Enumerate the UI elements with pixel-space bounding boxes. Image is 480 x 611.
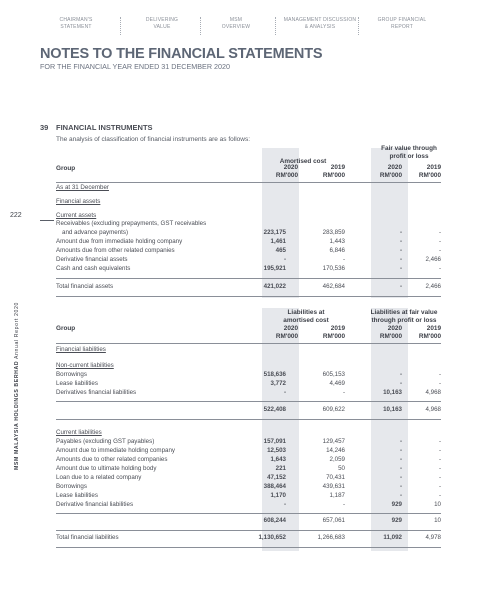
page-number-rule <box>40 220 54 221</box>
table-row: Borrowings 388,464 439,631 - - <box>56 483 441 490</box>
unit-header: RM'000 <box>418 333 441 340</box>
table-row: and advance payments) 223,175 283,859 - - <box>62 229 441 236</box>
top-navigation <box>40 17 440 37</box>
total-rule <box>56 296 441 297</box>
side-report-name: Annual Report 2020 <box>14 302 20 360</box>
nav-chairmans-statement[interactable]: CHAIRMAN'S STATEMENT <box>59 17 93 30</box>
section-label-row: Financial liabilities <box>56 346 106 353</box>
total-row: Total financial assets 421,022 462,684 - 2,466 <box>56 283 441 290</box>
total-rule <box>56 547 441 548</box>
unit-header: RM'000 <box>322 333 345 340</box>
year-header: 2019 <box>330 164 345 171</box>
nav-management-discussion[interactable]: MANAGEMENT DISCUSSION & ANALYSIS <box>283 17 357 30</box>
table-row: Lease liabilities 1,170 1,187 - - <box>56 492 441 499</box>
subtotal-row: 522,408 609,622 10,163 4,968 <box>263 406 441 413</box>
section-number: 39 <box>40 123 49 132</box>
header-rule <box>56 343 441 344</box>
side-company-name: MSM MALAYSIA HOLDINGS BERHAD <box>14 360 20 470</box>
subsection-label-row: Non-current liabilities <box>56 362 114 369</box>
liabilities-fair-value-header: Liabilities at fair value through profit or loss <box>370 309 438 324</box>
year-header: 2019 <box>426 325 441 332</box>
page-subtitle: FOR THE FINANCIAL YEAR ENDED 31 DECEMBER 2020 <box>40 62 230 71</box>
subsection-label-row: Current liabilities <box>56 429 102 436</box>
unit-header: RM'000 <box>322 172 345 179</box>
year-header: 2019 <box>426 164 441 171</box>
year-header: 2020 <box>283 325 298 332</box>
nav-separator <box>275 17 276 35</box>
group-label: Group <box>56 165 76 172</box>
total-row: Total financial liabilities 1,130,652 1,266,683 11,092 4,978 <box>56 534 441 541</box>
intro-text: The analysis of classification of financial instruments are as follows: <box>56 136 251 143</box>
table-row: Payables (excluding GST payables) 157,091 129,457 - - <box>56 438 441 445</box>
nav-msm-overview[interactable]: MSM OVERVIEW <box>221 17 251 30</box>
year-header: 2020 <box>387 325 402 332</box>
page-title: NOTES TO THE FINANCIAL STATEMENTS <box>40 46 323 62</box>
table-row: Derivative financial assets - - - 2,466 <box>56 256 441 263</box>
side-report-title <box>14 302 20 470</box>
as-at-row: As at 31 December <box>56 184 109 191</box>
unit-header: RM'000 <box>275 172 298 179</box>
subsection-label-row: Current assets <box>56 212 97 219</box>
nav-separator <box>200 17 201 35</box>
nav-separator <box>120 17 121 35</box>
liabilities-amortised-header: Liabilities at amortised cost <box>283 309 329 324</box>
nav-separator <box>358 17 359 35</box>
table-row: Amount due to immediate holding company 12,503 14,246 - - <box>56 447 441 454</box>
group-label: Group <box>56 325 76 332</box>
nav-group-financial-report[interactable]: GROUP FINANCIAL REPORT <box>377 17 427 30</box>
year-header: 2020 <box>283 164 298 171</box>
page-number: 222 <box>10 212 22 219</box>
subtotal-rule <box>56 419 441 420</box>
table-row: Loan due to a related company 47,152 70,431 - - <box>56 474 441 481</box>
table-row: Amount due to ultimate holding body 221 50 - - <box>56 465 441 472</box>
nav-delivering-value[interactable]: DELIVERING VALUE <box>145 17 179 30</box>
unit-header: RM'000 <box>275 333 298 340</box>
table-row: Borrowings 518,636 605,153 - - <box>56 371 441 378</box>
table-row: Cash and cash equivalents 195,921 170,536 - - <box>56 265 441 272</box>
fair-value-header: Fair value through profit or loss <box>381 145 437 160</box>
unit-header: RM'000 <box>418 172 441 179</box>
table-row: Lease liabilities 3,772 4,469 - - <box>56 380 441 387</box>
table-row: Amounts due from other related companies 465 6,846 - - <box>56 247 441 254</box>
subtotal-rule <box>56 401 441 402</box>
amortised-cost-header: Amortised cost <box>279 158 327 165</box>
subtotal-rule <box>56 530 441 531</box>
table-row: Derivatives financial liabilities - - 10,163 4,968 <box>56 389 441 396</box>
year-header: 2019 <box>330 325 345 332</box>
table-row: Amount due from immediate holding company 1,461 1,443 - - <box>56 238 441 245</box>
section-title: FINANCIAL INSTRUMENTS <box>56 123 153 132</box>
subtotal-row: 608,244 657,061 929 10 <box>263 517 441 524</box>
table-row: Receivables (excluding prepayments, GST receivables <box>56 220 207 227</box>
section-label-row: Financial assets <box>56 198 101 205</box>
subtotal-rule <box>56 513 441 514</box>
table-row: Amounts due to other related companies 1,643 2,059 - - <box>56 456 441 463</box>
unit-header: RM'000 <box>379 172 402 179</box>
section-heading <box>40 123 153 132</box>
year-header: 2020 <box>387 164 402 171</box>
total-rule <box>56 278 441 279</box>
table-row: Derivative financial liabilities - - 929 10 <box>56 501 441 508</box>
unit-header: RM'000 <box>379 333 402 340</box>
